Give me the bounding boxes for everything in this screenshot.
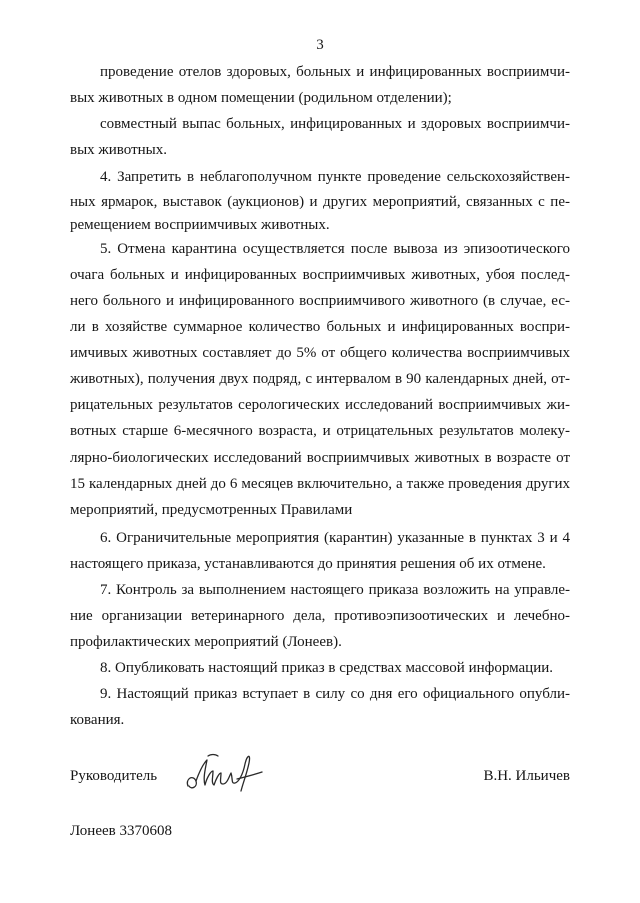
text-line: имчивых животных составляет до 5% от общего количества восприимчивых [70, 345, 570, 361]
text-line: мероприятий, предусмотренных Правилами [70, 502, 353, 518]
text-line: настоящего приказа, устанавливаются до принятия решения об их отмене. [70, 556, 546, 572]
text-line: 6. Ограничительные мероприятия (карантин) указанные в пунктах 3 и 4 [100, 530, 570, 546]
text-line: 7. Контроль за выполнением настоящего приказа возложить на управле- [100, 582, 570, 598]
text-line: совместный выпас больных, инфицированных и здоровых восприимчи- [100, 116, 570, 132]
signatory-title: Руководитель [70, 768, 158, 784]
page-number: 3 [316, 37, 324, 53]
text-line: ли в хозяйстве суммарное количество больных и инфицированных воспри- [70, 319, 570, 335]
signatory-name: В.Н. Ильичев [483, 768, 570, 784]
text-line: 9. Настоящий приказ вступает в силу со дня его официального опубли- [100, 686, 570, 702]
handwritten-signature [182, 748, 266, 796]
text-line: 15 календарных дней до 6 месяцев включительно, а также проведения других [70, 476, 570, 492]
text-line: вых животных в одном помещении (родильном отделении); [70, 90, 452, 106]
text-line: очага больных и инфицированных восприимчивых животных, убоя послед- [70, 267, 570, 283]
text-line: вотных старше 6-месячного возраста, и отрицательных результатов молеку- [70, 423, 570, 439]
text-line: рицательных результатов серологических исследований восприимчивых жи- [70, 397, 570, 413]
text-line: 8. Опубликовать настоящий приказ в средствах массовой информации. [100, 660, 554, 676]
text-line: вых животных. [70, 142, 167, 158]
text-line: 5. Отмена карантина осуществляется после вывоза из эпизоотического [100, 241, 570, 257]
text-line: лярно-биологических исследований восприимчивых животных в возрасте от [70, 450, 570, 466]
text-line: ние организации ветеринарного дела, противоэпизоотических и лечебно- [70, 608, 570, 624]
text-line: него больного и инфицированного восприимчивого животного (в случае, ес- [70, 293, 570, 309]
text-line: проведение отелов здоровых, больных и инфицированных восприимчи- [100, 64, 570, 80]
executor-info: Лонеев 3370608 [70, 823, 172, 839]
text-line: кования. [70, 712, 125, 728]
text-line: профилактических мероприятий (Лонеев). [70, 634, 342, 650]
text-line: животных), получения двух подряд, с интервалом в 90 календарных дней, от- [70, 371, 570, 387]
text-line: ных ярмарок, выставок (аукционов) и других мероприятий, связанных с пе- [70, 194, 570, 210]
text-line: ремещением восприимчивых животных. [70, 217, 330, 233]
text-line: 4. Запретить в неблагополучном пункте проведение сельскохозяйствен- [100, 169, 570, 185]
